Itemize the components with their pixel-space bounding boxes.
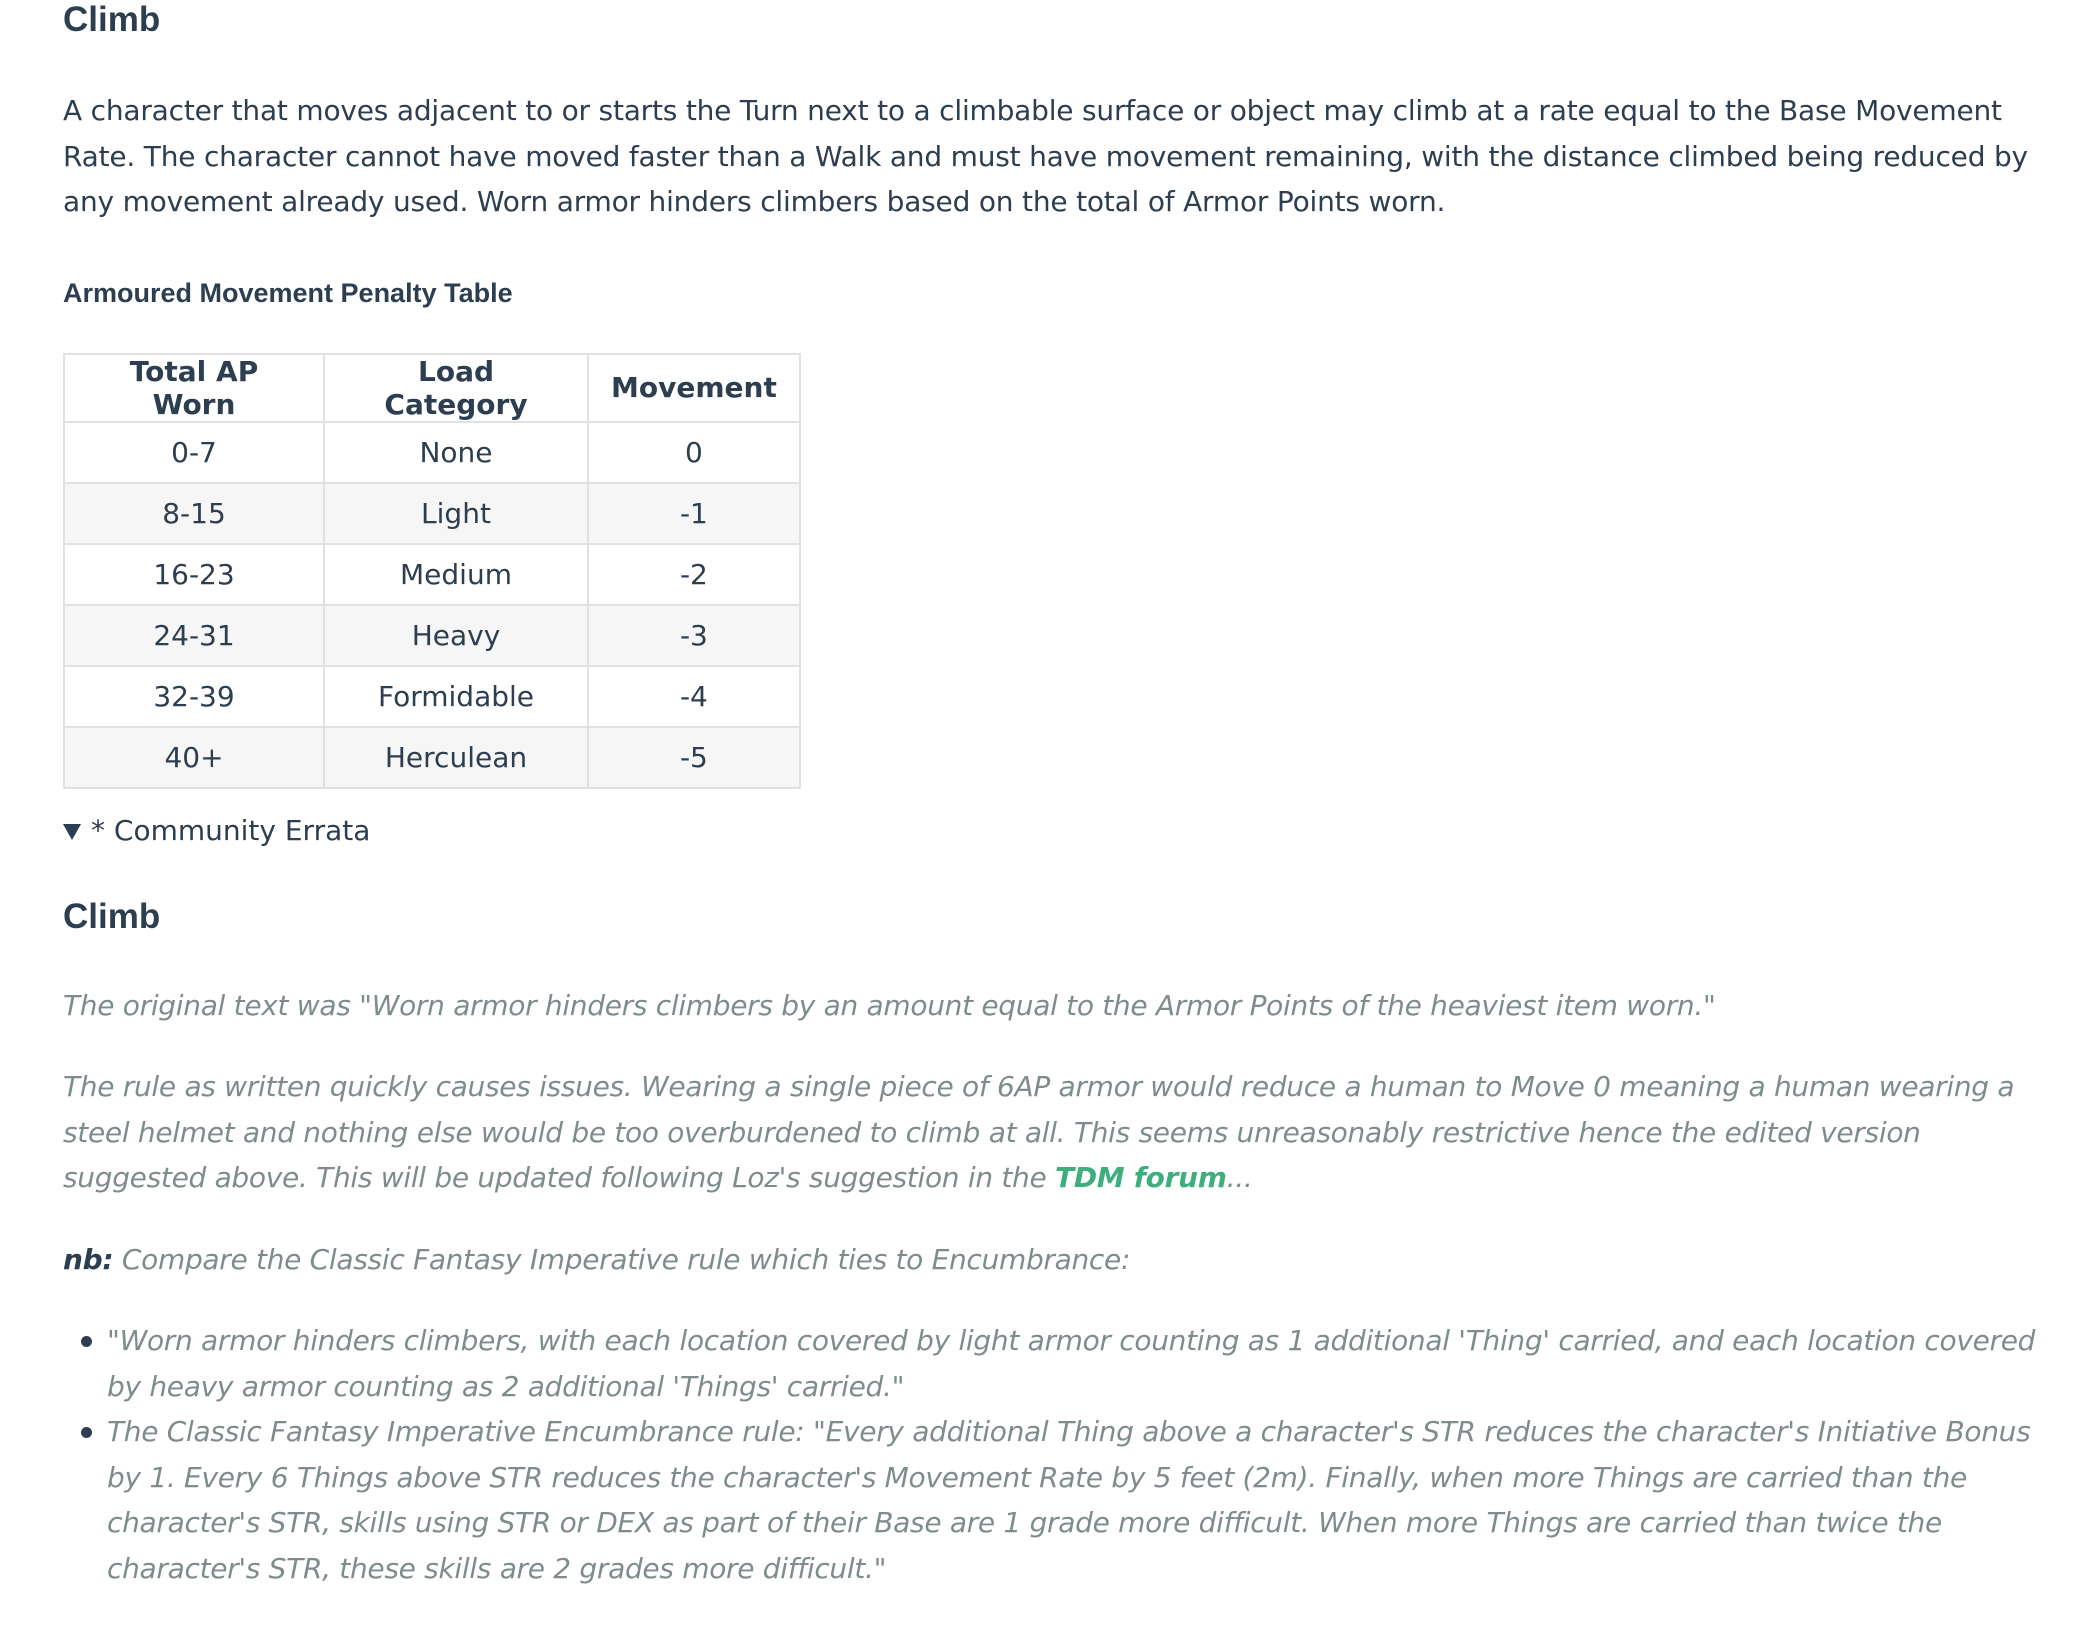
table-row	[64, 483, 800, 544]
cell-total-ap: 40+	[64, 727, 324, 788]
errata-bullet-list	[63, 1318, 2053, 1591]
bullet-icon	[81, 1336, 92, 1347]
cell-total-ap: 16-23	[64, 544, 324, 605]
tdm-forum-link[interactable]: TDM forum	[1055, 1161, 1227, 1194]
table-row	[64, 666, 800, 727]
community-errata-details	[63, 897, 2053, 1592]
errata-rationale-ellipsis: ...	[1226, 1161, 1253, 1194]
cell-load-category: Medium	[324, 544, 588, 605]
table-header-row	[64, 354, 800, 422]
table-row	[64, 605, 800, 666]
list-item-text: "Worn armor hinders climbers, with each location covered by light armor counting as 1 additional 'Thing' carried, and each location covered by heavy armor counting as 2 additional 'Things' carried."	[107, 1324, 2036, 1403]
errata-nb	[63, 1237, 2053, 1283]
cell-load-category: Formidable	[324, 666, 588, 727]
armoured-movement-penalty-table	[63, 353, 801, 789]
community-errata-toggle[interactable]	[63, 809, 2053, 853]
triangle-down-icon[interactable]	[63, 824, 81, 840]
errata-heading-climb: Climb	[63, 896, 161, 936]
column-header-total-ap-worn: Total AP Worn	[64, 354, 324, 422]
cell-movement: -3	[588, 605, 800, 666]
errata-original-text: The original text was "Worn armor hinders climbers by an amount equal to the Armor Points of the heaviest item worn."	[63, 988, 1716, 1022]
cell-load-category: Light	[324, 483, 588, 544]
list-item	[107, 1409, 2053, 1591]
cell-load-category: None	[324, 422, 588, 483]
bullet-icon	[81, 1427, 92, 1438]
cell-movement: 0	[588, 422, 800, 483]
errata-rationale-text: The rule as written quickly causes issues. Wearing a single piece of 6AP armor would reduce a human to Move 0 meaning a human wearing a steel helmet and nothing else would be too overburdened to climb at all. This seems unreasonably restrictive hence the edited version suggested above. This will be updated following Loz's suggestion in the	[63, 1070, 2015, 1194]
cell-total-ap: 8-15	[64, 483, 324, 544]
nb-label: nb:	[63, 1242, 114, 1276]
cell-load-category: Heavy	[324, 605, 588, 666]
cell-total-ap: 24-31	[64, 605, 324, 666]
cell-movement: -2	[588, 544, 800, 605]
cell-movement: -5	[588, 727, 800, 788]
table-row	[64, 544, 800, 605]
column-header-load-category: Load Category	[324, 354, 588, 422]
table-title: Armoured Movement Penalty Table	[63, 277, 513, 308]
errata-rationale	[63, 1064, 2053, 1201]
column-header-movement: Movement	[588, 354, 800, 422]
community-errata-label[interactable]: * Community Errata	[91, 813, 371, 847]
climb-paragraph: A character that moves adjacent to or starts the Turn next to a climbable surface or object may climb at a rate equal to the Base Movement Rate. The character cannot have moved faster than a Walk and must have movement remaining, with the distance climbed being reduced by any movement already used. Worn armor hinders climbers based on the total of Armor Points worn.	[63, 94, 2028, 218]
section-heading-climb: Climb	[63, 0, 161, 39]
table-row	[64, 727, 800, 788]
table-row	[64, 422, 800, 483]
cell-load-category: Herculean	[324, 727, 588, 788]
list-item	[107, 1318, 2053, 1409]
list-item-text: The Classic Fantasy Imperative Encumbrance rule: "Every additional Thing above a character's STR reduces the character's Initiative Bonus by 1. Every 6 Things above STR reduces the character's Movement Rate by 5 feet (2m). Finally, when more Things are carried than the character's STR, skills using STR or DEX as part of their Base are 1 grade more difficult. When more Things are carried than twice the character's STR, these skills are 2 grades more difficult."	[107, 1415, 2031, 1585]
cell-movement: -1	[588, 483, 800, 544]
cell-total-ap: 32-39	[64, 666, 324, 727]
cell-movement: -4	[588, 666, 800, 727]
cell-total-ap: 0-7	[64, 422, 324, 483]
nb-text: Compare the Classic Fantasy Imperative rule which ties to Encumbrance:	[121, 1242, 1131, 1276]
